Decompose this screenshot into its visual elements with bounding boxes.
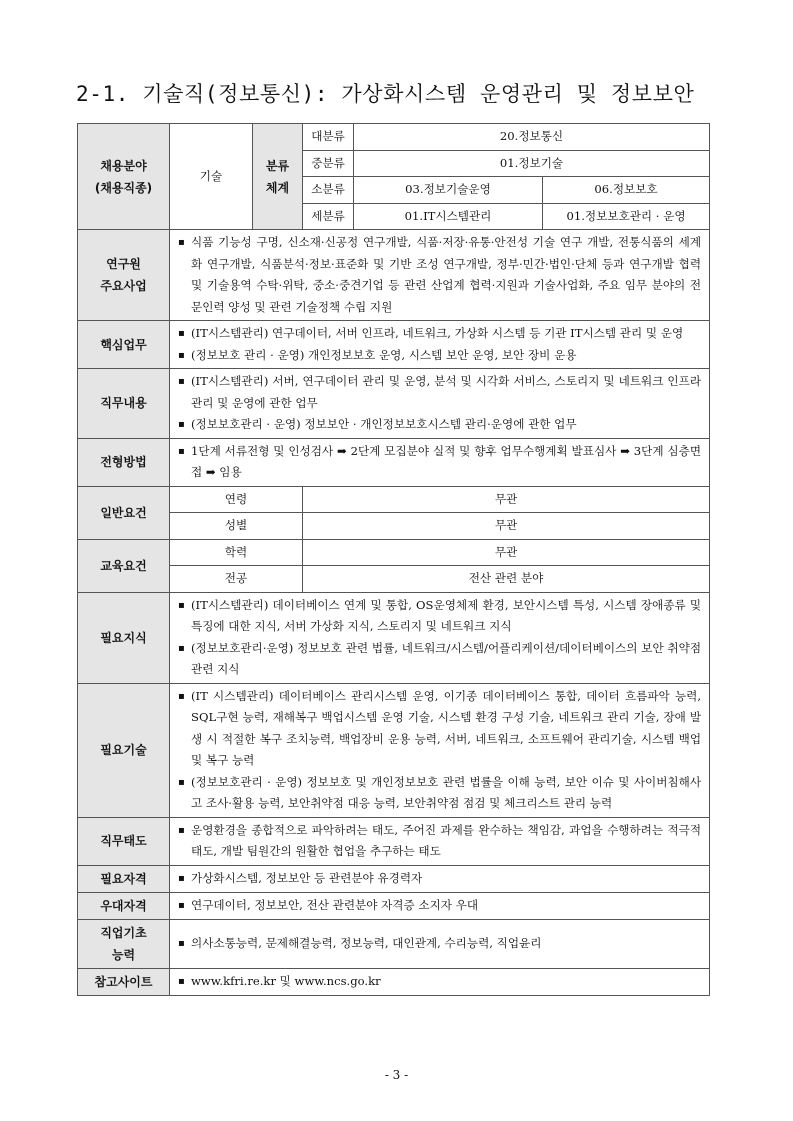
general-row — [78, 513, 710, 540]
research-row — [78, 230, 710, 321]
skills-content — [170, 683, 710, 817]
education-row — [78, 566, 710, 593]
basic-label-line: 능력 — [111, 947, 136, 962]
education-key: 전공 — [170, 566, 303, 593]
qualification-row — [78, 865, 710, 892]
general-key: 성별 — [170, 513, 303, 540]
list-item: ▪ (정보보호관리 · 운영) 정보보안 · 개인정보보호시스템 관리·운영에 관한 업무 — [178, 414, 701, 436]
reference-link[interactable]: ▪ www.kfri.re.kr 및 www.ncs.go.kr — [178, 971, 701, 993]
page-number: - 3 - — [384, 1068, 409, 1082]
duties-content — [170, 369, 710, 439]
list-item: ▪ (정보보호관리·운영) 정보보호 관련 법률, 네트워크/시스템/어플리케이션/데이터베이스의 보안 취약점 관련 지식 — [178, 638, 701, 681]
education-value: 무관 — [303, 539, 710, 566]
list-item: ▪ 운영환경을 종합적으로 파악하려는 태도, 주어진 과제를 완수하는 책임감, 과업을 수행하려는 적극적 태도, 개발 팀원간의 원활한 협업을 추구하는 태도 — [178, 820, 701, 863]
job-description-table — [77, 123, 710, 996]
knowledge-row — [78, 592, 710, 683]
list-item: ▪ 가상화시스템, 정보보안 등 관련분야 유경력자 — [178, 868, 701, 890]
class-value: 01.IT시스템관리 — [354, 203, 543, 230]
basic-label — [78, 919, 170, 968]
core-content — [170, 321, 710, 369]
preferred-content — [170, 892, 710, 919]
class-value: 06.정보보호 — [543, 177, 710, 204]
preferred-label: 우대자격 — [78, 892, 170, 919]
knowledge-content — [170, 592, 710, 683]
class-level: 소분류 — [303, 177, 354, 204]
list-item: ▪ (IT시스템관리) 데이터베이스 연계 및 통합, OS운영체제 환경, 보안시스템 특성, 시스템 장애종류 및 특징에 대한 지식, 서버 가상화 지식, 스토리지 및 네트워크 지식 — [178, 595, 701, 638]
skills-row — [78, 683, 710, 817]
class-value: 03.정보기술운영 — [354, 177, 543, 204]
reference-row — [78, 968, 710, 995]
system-label-cell — [253, 124, 303, 230]
class-level: 중분류 — [303, 150, 354, 177]
page-title: 2-1. 기술직(정보통신): 가상화시스템 운영관리 및 정보보안 — [76, 82, 695, 106]
research-label — [78, 230, 170, 321]
list-item: ▪ 1단계 서류전형 및 인성검사 ➡ 2단계 모집분야 실적 및 향후 업무수행계획 발표심사 ➡ 3단계 심층면접 ➡ 임용 — [178, 441, 701, 484]
basic-label-line: 직업기초 — [100, 925, 147, 940]
list-item: ▪ (정보보호 관리 · 운영) 개인정보보호 운영, 시스템 보안 운영, 보안 장비 운용 — [178, 345, 701, 367]
general-row — [78, 486, 710, 513]
list-item: ▪ (IT시스템관리) 서버, 연구데이터 관리 및 운영, 분석 및 시각화 서비스, 스토리지 및 네트워크 인프라 관리 및 운영에 관한 업무 — [178, 371, 701, 414]
education-value: 전산 관련 분야 — [303, 566, 710, 593]
field-label-cell — [78, 124, 170, 230]
attitude-label: 직무태도 — [78, 817, 170, 865]
class-value: 01.정보기술 — [354, 150, 710, 177]
education-row — [78, 539, 710, 566]
list-item: ▪ (IT 시스템관리) 데이터베이스 관리시스템 운영, 이기종 데이터베이스 통합, 데이터 흐름파악 능력, SQL구현 능력, 재해복구 백업시스템 운영 기술, 시스템 환경 구성 기술, 네트워크 관리 기술, 장애 발생 시 적절한 복구 조치능력, 백업장비 운용 능력, 서버, 네트워크, 소프트웨어 관리기술, 시스템 백업 및 복구 능력 — [178, 686, 701, 772]
skills-label: 필요기술 — [78, 683, 170, 817]
preferred-row — [78, 892, 710, 919]
class-level: 세분류 — [303, 203, 354, 230]
basic-row — [78, 919, 710, 968]
list-item: ▪ (IT시스템관리) 연구데이터, 서버 인프라, 네트워크, 가상화 시스템 등 기관 IT시스템 관리 및 운영 — [178, 323, 701, 345]
class-level: 대분류 — [303, 124, 354, 151]
list-item: ▪ 의사소통능력, 문제해결능력, 정보능력, 대인관계, 수리능력, 직업윤리 — [178, 933, 701, 955]
research-label-line: 연구원 — [106, 257, 141, 271]
system-label: 분류 — [265, 158, 290, 173]
reference-content — [170, 968, 710, 995]
list-item: ▪ (정보보호관리 · 운영) 정보보호 및 개인정보보호 관련 법률을 이해 능력, 보안 이슈 및 사이버침해사고 조사·활용 능력, 보안취약점 대응 능력, 보안취약점 점검 및 체크리스트 관리 능력 — [178, 772, 701, 815]
selection-content — [170, 438, 710, 486]
attitude-content — [170, 817, 710, 865]
general-key: 연령 — [170, 486, 303, 513]
system-label-sub: 체계 — [265, 180, 290, 195]
field-label: 채용분야 — [100, 158, 147, 173]
field-label-sub: (채용직종) — [94, 180, 153, 195]
attitude-row — [78, 817, 710, 865]
general-value: 무관 — [303, 513, 710, 540]
qualification-content — [170, 865, 710, 892]
classification-row — [78, 124, 710, 151]
research-label-line: 주요사업 — [100, 279, 147, 293]
research-content — [170, 230, 710, 321]
selection-label: 전형방법 — [78, 438, 170, 486]
education-key: 학력 — [170, 539, 303, 566]
core-row — [78, 321, 710, 369]
class-value: 01.정보보호관리 · 운영 — [543, 203, 710, 230]
reference-label: 참고사이트 — [78, 968, 170, 995]
qualification-label: 필요자격 — [78, 865, 170, 892]
education-label: 교육요건 — [78, 539, 170, 592]
knowledge-label: 필요지식 — [78, 592, 170, 683]
list-item: ▪ 연구데이터, 정보보안, 전산 관련분야 자격증 소지자 우대 — [178, 895, 701, 917]
duties-label: 직무내용 — [78, 369, 170, 439]
core-label: 핵심업무 — [78, 321, 170, 369]
general-value: 무관 — [303, 486, 710, 513]
duties-row — [78, 369, 710, 439]
selection-row — [78, 438, 710, 486]
general-label: 일반요건 — [78, 486, 170, 539]
list-item: ▪ 식품 기능성 구명, 신소재·신공정 연구개발, 식품·저장·유통·안전성 기술 연구 개발, 전통식품의 세계화 연구개발, 식품분석·정보·표준화 및 기반 조성 연구개발, 정부·민간·법인·단체 등과 연구개발 협력 및 기술용역 수탁·위탁, 중소·중견기업 등 관련 산업계 협력·지원과 기술사업화, 주요 임무 분야의 전문인력 양성 및 관련 기술정책 수립 지원 — [178, 232, 701, 318]
class-value: 20.정보통신 — [354, 124, 710, 151]
field-value: 기술 — [170, 124, 253, 230]
basic-content — [170, 919, 710, 968]
